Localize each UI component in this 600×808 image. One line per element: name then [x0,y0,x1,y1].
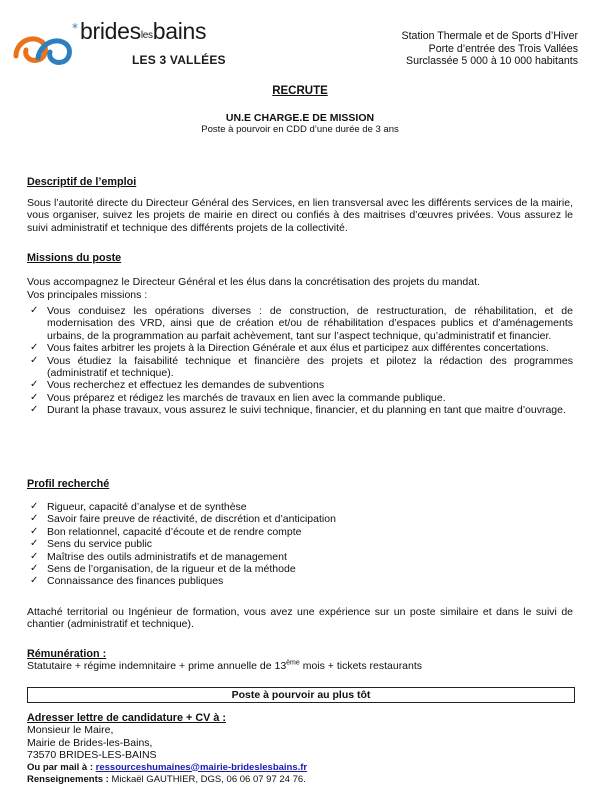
profil-text: Sens du service public [47,538,153,551]
checkmark-icon: ✓ [30,563,39,575]
station-info [402,30,578,68]
list-item [27,305,573,342]
logo-wordmark [80,18,207,44]
checkmark-icon: ✓ [30,575,39,587]
checkmark-icon: ✓ [30,404,39,416]
mail-line [27,762,573,774]
recrute-heading: RECRUTE [272,85,328,97]
email-link[interactable]: ressourceshumaines@mairie-brideslesbains.fr [95,761,308,773]
list-item [27,392,573,404]
missions-intro-1: Vous accompagnez le Directeur Général et les élus dans la concrétisation des projets du mandat. [27,276,480,288]
descriptif-text: Sous l’autorité directe du Directeur Général des Services, en lien transversal avec les différents services de la mairie, vous organiser, suivez les projets de mairie en direct ou confiés à des maitrises d’œuvres privées. Vous assurez le suivi administratif et technique des différents projets de la collectivité. [27,197,573,234]
checkmark-icon: ✓ [30,379,39,391]
mission-text: Vous recherchez et effectuez les demandes de subventions [47,379,325,392]
list-item [27,501,573,513]
info-label: Renseignements : [27,774,112,786]
mission-text: Vous étudiez la faisabilité technique et financière des projets et pilotez la rédaction des programmes (administratif et technique). [47,354,573,380]
availability-box: Poste à pourvoir au plus tôt [27,687,575,703]
profil-text: Maîtrise des outils administratifs et de management [47,550,287,563]
checkmark-icon: ✓ [30,513,39,525]
remuneration-heading: Rémunération : [27,648,107,660]
list-item [27,563,573,575]
station-line-3: Surclassée 5 000 à 10 000 habitants [406,55,578,68]
job-title: UN.E CHARGE.E DE MISSION [225,112,375,124]
list-item [27,379,573,391]
checkmark-icon: ✓ [30,305,39,316]
list-item [27,513,573,525]
profil-closing: Attaché territorial ou Ingénieur de formation, vous avez une expérience sur un poste similaire et dans le suivi de chantier (administratif et technique). [27,606,573,631]
list-item [27,526,573,538]
profil-text: Rigueur, capacité d’analyse et de synthèse [47,501,247,513]
descriptif-heading: Descriptif de l’emploi [27,176,137,188]
list-item [27,538,573,550]
logo-word-1: brides [80,18,141,44]
mail-label: Ou par mail à : [27,761,96,773]
missions-list [27,305,573,417]
mission-text: Vous préparez et rédigez les marchés de travaux en lien avec la commande publique. [47,391,446,404]
checkmark-icon: ✓ [30,501,39,512]
remuneration-text-before: Statutaire + régime indemnitaire + prime annuelle de 13 [27,660,287,672]
address-line-2: Mairie de Brides-les-Bains, [27,736,153,749]
info-line [27,774,573,786]
list-item [27,355,573,380]
checkmark-icon: ✓ [30,391,39,403]
logo-tagline: LES 3 VALLÉES [132,53,226,67]
remuneration-text [27,660,573,672]
list-item [27,404,573,416]
checkmark-icon: ✓ [30,342,39,354]
list-item [27,575,573,587]
mission-text: Vous conduisez les opérations diverses : de construction, de restructuration, de réhabilitation, et de modernisation des VRD, ainsi que de création et/ou de réhabilitation d’espaces publics et d’aménagements urbains, de la programmation au parfait achèvement, tant sur l’aspect technique, qu’administratif et financier. [47,305,573,342]
logo-star-icon: * [72,21,78,35]
profil-text: Sens de l’organisation, de la rigueur et de la méthode [47,563,296,576]
logo-word-small: les [140,30,153,41]
checkmark-icon: ✓ [30,538,39,550]
candidature-heading: Adresser lettre de candidature + CV à : [27,712,226,724]
profil-text: Bon relationnel, capacité d’écoute et de rendre compte [47,525,302,538]
remuneration-text-after: mois + tickets restaurants [299,660,423,672]
mission-text: Durant la phase travaux, vous assurez le suivi technique, financier, et du planning en tant que maitre d’ouvrage. [47,404,566,417]
remuneration-sup: ème [286,659,300,667]
checkmark-icon: ✓ [30,525,39,537]
station-line-1: Station Thermale et de Sports d’Hiver [401,30,578,42]
list-item [27,551,573,563]
missions-intro-2: Vos principales missions : [27,289,148,301]
mission-text: Vous faites arbitrer les projets à la Direction Générale et aux élus et participez aux différentes concertations. [47,342,549,355]
station-line-2: Porte d’entrée des Trois Vallées [428,42,578,55]
profil-heading: Profil recherché [27,478,110,490]
logo-word-2: bains [152,18,207,44]
profil-text: Connaissance des finances publiques [47,575,224,588]
job-subtitle: Poste à pourvoir en CDD d’une durée de 3 ans [201,124,399,135]
candidature-block [27,712,573,786]
address-line-1: Monsieur le Maire, [27,724,114,737]
checkmark-icon: ✓ [30,550,39,562]
list-item [27,342,573,354]
missions-heading: Missions du poste [27,252,122,264]
profil-list [27,501,573,588]
profil-text: Savoir faire preuve de réactivité, de discrétion et d’anticipation [47,513,336,526]
info-text: Mickaël GAUTHIER, DGS, 06 06 07 97 24 76. [111,774,306,786]
checkmark-icon: ✓ [30,354,39,366]
address-line-3: 73570 BRIDES-LES-BAINS [27,749,157,762]
